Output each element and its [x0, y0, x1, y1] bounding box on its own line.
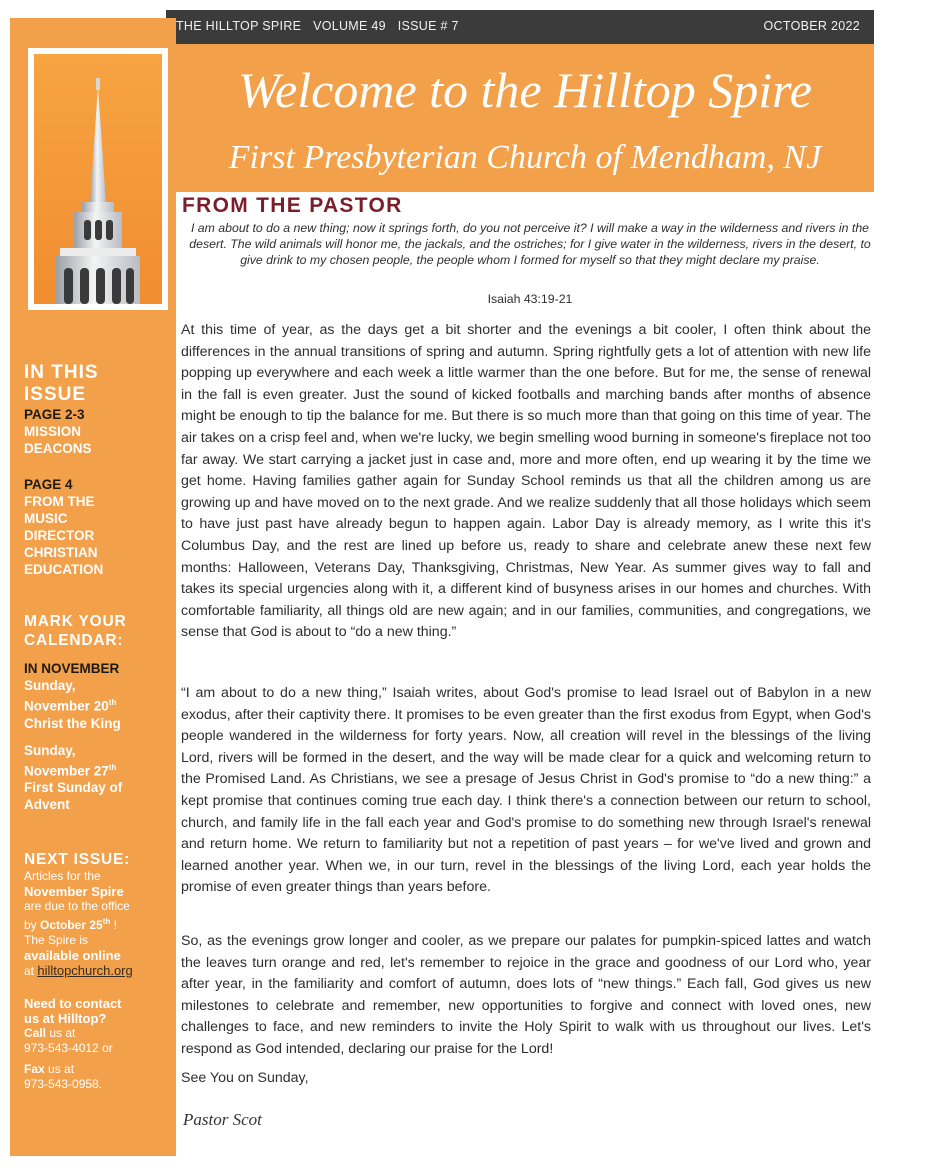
next-issue-line-5: The Spire is: [24, 933, 89, 947]
event-2-date: [24, 759, 176, 780]
masthead-bar: [166, 10, 874, 44]
call-label: Call: [24, 1026, 47, 1040]
next-issue-deadline: [24, 914, 176, 933]
contact-section: [24, 996, 176, 1092]
issue-date: OCTOBER 2022: [763, 19, 860, 33]
volume-label: VOLUME 49: [313, 19, 386, 33]
next-issue-heading: NEXT ISSUE:: [24, 851, 131, 868]
phone-number: 973-543-4012 or: [24, 1041, 113, 1055]
event-1-day: Sunday,: [24, 678, 76, 693]
page-2-3-label: PAGE 2-3: [24, 407, 85, 422]
next-issue-website: [24, 963, 176, 979]
calendar-month: IN NOVEMBER: [24, 661, 120, 676]
toc-item-education: EDUCATION: [24, 562, 104, 577]
left-sidebar: [10, 18, 176, 1156]
in-this-issue-heading-2: ISSUE: [24, 384, 87, 405]
contact-heading-1: Need to contact: [24, 996, 122, 1011]
toc-item-christian: CHRISTIAN: [24, 545, 98, 560]
page-4-label: PAGE 4: [24, 477, 73, 492]
deadline-prefix: by: [24, 918, 41, 932]
article-paragraph-2: “I am about to do a new thing,” Isaiah writes, about God's promise to lead Israel out of Babylon in a new exodus, after their captivity there. It promises to be even greater than the first exodus from Egypt, when God's people wandered in the wilderness for forty years. Now, all creation will revel in the blessings of the living Lord, rivers will be formed in the desert, and the way will be made clear for a quick and welcoming return to the Promised Land. As Christians, we see a presage of Jesus Christ in God's promise to “do a new thing:” a kept promise that continues coming true each day. I think there's a connection between our return to school, church, and family life in the fall each year and God's promise to do something new through Israel's renewal and return home. We return to familiarity but not a repetition of past years – for we've lived and grown and learned another year. When we, in our turn, revel in the blessings of the living Lord, each year holds the promise of even greater things than years before.: [181, 685, 871, 896]
toc-item-from-the: FROM THE: [24, 494, 95, 509]
event-2-date-suffix: th: [108, 762, 117, 772]
calendar-section: [24, 612, 176, 813]
event-2-title-2: Advent: [24, 797, 70, 812]
toc-item-deacons: DEACONS: [24, 441, 92, 456]
event-1-date-suffix: th: [108, 698, 117, 707]
next-issue-line-2: November Spire: [24, 884, 124, 899]
next-issue-line-1: Articles for the: [24, 869, 101, 883]
fax-label: Fax: [24, 1062, 45, 1076]
fax-suffix: us at: [44, 1062, 75, 1076]
publication-name: THE HILLTOP SPIRE: [176, 19, 302, 33]
banner-title: Welcome to the Hilltop Spire: [238, 62, 812, 118]
toc-item-music: MUSIC: [24, 511, 68, 526]
steeple-illustration: [34, 54, 162, 304]
fax-line: [24, 1062, 176, 1077]
deadline-date: October 25: [40, 918, 103, 932]
toc-item-mission: MISSION: [24, 424, 82, 439]
website-prefix: at: [24, 964, 38, 978]
deadline-suffix: th: [102, 917, 111, 926]
event-2-date-text: November 27: [24, 763, 109, 778]
welcome-banner: [176, 44, 874, 192]
website-link[interactable]: hilltopchurch.org: [37, 963, 133, 978]
article-paragraph-1: At this time of year, as the days get a bit shorter and the evenings a bit cooler, I often think about the differences in the annual transitions of spring and autumn. Spring rightfully gets a lot of attention with new life popping up everywhere and each week a little warmer than the one before. But for me, the sense of renewal in the fall is even greater. Just the sound of kicked footballs and marching bands after months of absence might be enough to tip the balance for me. But there is so much more than that going on this time of year. The air takes on a crisp feel and, when we're lucky, we begin smelling wood burning in someone's fireplace not too far away. We start carrying a jacket just in case and, more and more often, end up wearing it by the time we get home. Having families gather again for Sunday School reminds us that all the children among us are growing up and have moved on to the next grade. And we realize suddenly that all those holidays which seem to have just past have already begun to happen again. Labor Day is already memory, as I write this it's Columbus Day, and the rest are lined up before us, ready to share and celebrate anew these next few months: Halloween, Veterans Day, Thanksgiving, Christmas, New Year. As summer gives way to fall and takes its special urgencies along with it, a different kind of busyness arises in our homes and churches. With comfortable familiarity, all things old are new again; and in our families, communities, and congregations, we sense that God is about to “do a new thing.”: [181, 322, 871, 641]
contact-heading-2: us at Hilltop?: [24, 1011, 107, 1026]
banner-subtitle: First Presbyterian Church of Mendham, NJ: [228, 139, 822, 176]
event-1-title: Christ the King: [24, 715, 121, 731]
pastor-signature: Pastor Scot: [183, 1110, 262, 1129]
call-suffix: us at: [46, 1026, 76, 1040]
event-1-date: [24, 694, 176, 715]
in-this-issue-heading-1: IN THIS: [24, 362, 99, 383]
church-steeple-image: [34, 54, 162, 304]
deadline-end: !: [110, 918, 117, 932]
steeple-photo-frame: [28, 48, 168, 310]
call-line: [24, 1026, 176, 1041]
closing-line: See You on Sunday,: [181, 1070, 309, 1086]
toc-item-director: DIRECTOR: [24, 528, 95, 543]
scripture-quote: I am about to do a new thing; now it springs forth, do you not perceive it? I will make a way in the wilderness and rivers in the desert. The wild animals will honor me, the jackals, and the ostriches; for I give water in the wilderness, rivers in the desert, to give drink to my chosen people, the people whom I formed for myself so that they might declare my praise.: [189, 221, 871, 267]
article-heading: FROM THE PASTOR: [182, 194, 403, 217]
issue-info: [176, 19, 467, 33]
issue-number: ISSUE # 7: [397, 19, 459, 33]
calendar-heading-1: MARK YOUR: [24, 613, 127, 630]
event-2-title-1: First Sunday of: [24, 780, 123, 795]
next-issue-line-3: are due to the office: [24, 899, 130, 913]
article-paragraph-3: So, as the evenings grow longer and cooler, as we prepare our palates for pumpkin-spiced lattes and watch the leaves turn orange and red, let's remember to rejoice in the grace and goodness of our Lord who, year after year, in the familiarity and comfort of autumn, does lots of “new things.” Each fall, God gives us new milestones to celebrate and remember, new opportunities to forgive and connect with loved ones, new challenges to face, and new reminders to invite the Holy Spirit to walk with us throughout our lives. Let's respond as God intended, declaring our praise for the Lord!: [181, 933, 871, 1057]
scripture-reference: Isaiah 43:19-21: [487, 292, 573, 306]
calendar-heading-2: CALENDAR:: [24, 632, 124, 649]
in-this-issue-section: [24, 362, 176, 578]
fax-number: 973-543-0958.: [24, 1077, 103, 1091]
next-issue-section: [24, 850, 176, 979]
event-1-date-text: November 20: [24, 698, 109, 714]
event-2-day: Sunday,: [24, 742, 76, 758]
next-issue-line-6: available online: [24, 948, 121, 963]
